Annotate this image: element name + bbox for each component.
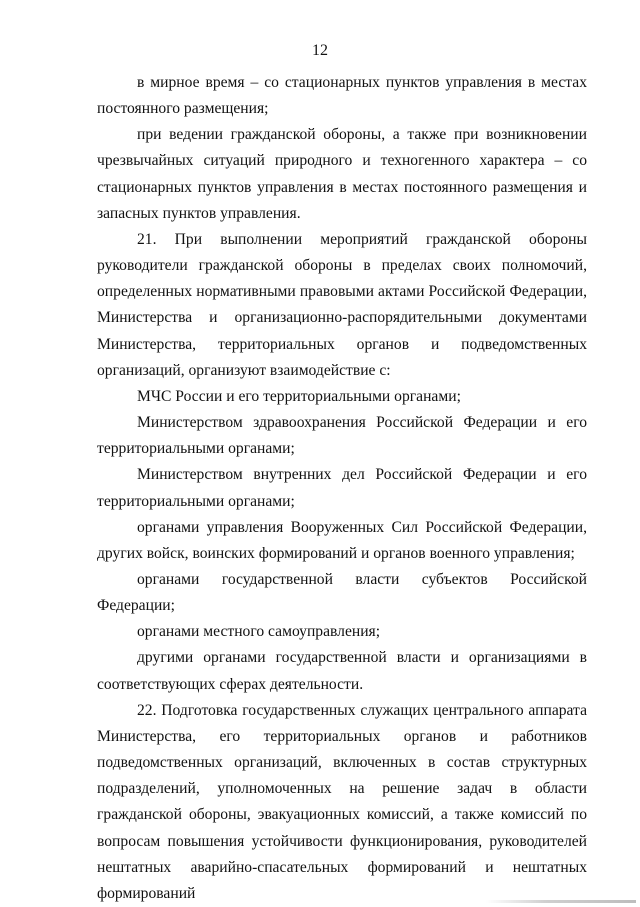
scan-edge-mark (486, 900, 636, 903)
list-item-armed-forces: органами управления Вооруженных Сил Российской Федерации, других войск, воинских формирований и органов военного управления; (97, 518, 587, 562)
paragraph-civil-defense-control: при ведении гражданской обороны, а также при возникновении чрезвычайных ситуаций природного и техногенного характера – со стационарных пунктов управления в местах постоянного размещения и запасных пунктов управления. (97, 126, 587, 222)
list-item-local-government: органами местного самоуправления; (137, 623, 381, 641)
paragraph-item-21: 21. При выполнении мероприятий гражданской обороны руководители гражданской обороны в пределах своих полномочий, определенных нормативными правовыми актами Российской Федерации, Министерства и организационно-распорядительными документами Министерства, территориальных органов и подведомственных организаций, организуют взаимодействие с: (97, 230, 587, 379)
list-item-health-ministry: Министерством здравоохранения Российской Федерации и его территориальными органами; (97, 414, 587, 458)
document-body (97, 70, 587, 907)
list-item-interior-ministry: Министерством внутренних дел Российской Федерации и его территориальными органами; (97, 466, 587, 510)
page-number: 12 (312, 42, 328, 59)
list-item-other-authorities: другими органами государственной власти и организациями в соответствующих сферах деятельности. (97, 649, 587, 693)
paragraph-item-22: 22. Подготовка государственных служащих центрального аппарата Министерства, его территориальных органов и работников подведомственных организаций, включенных в состав структурных подразделений, уполномоченных на решение задач в области гражданской обороны, эвакуационных комиссий, а также комиссий по вопросам повышения устойчивости функционирования, руководителей нештатных аварийно-спасательных формирований и нештатных формирований (97, 701, 587, 902)
list-item-emercom: МЧС России и его территориальными органами; (137, 387, 461, 405)
paragraph-peacetime-control: в мирное время – со стационарных пунктов управления в местах постоянного размещения; (97, 74, 587, 118)
list-item-regional-authorities: органами государственной власти субъектов Российской Федерации; (97, 570, 587, 615)
